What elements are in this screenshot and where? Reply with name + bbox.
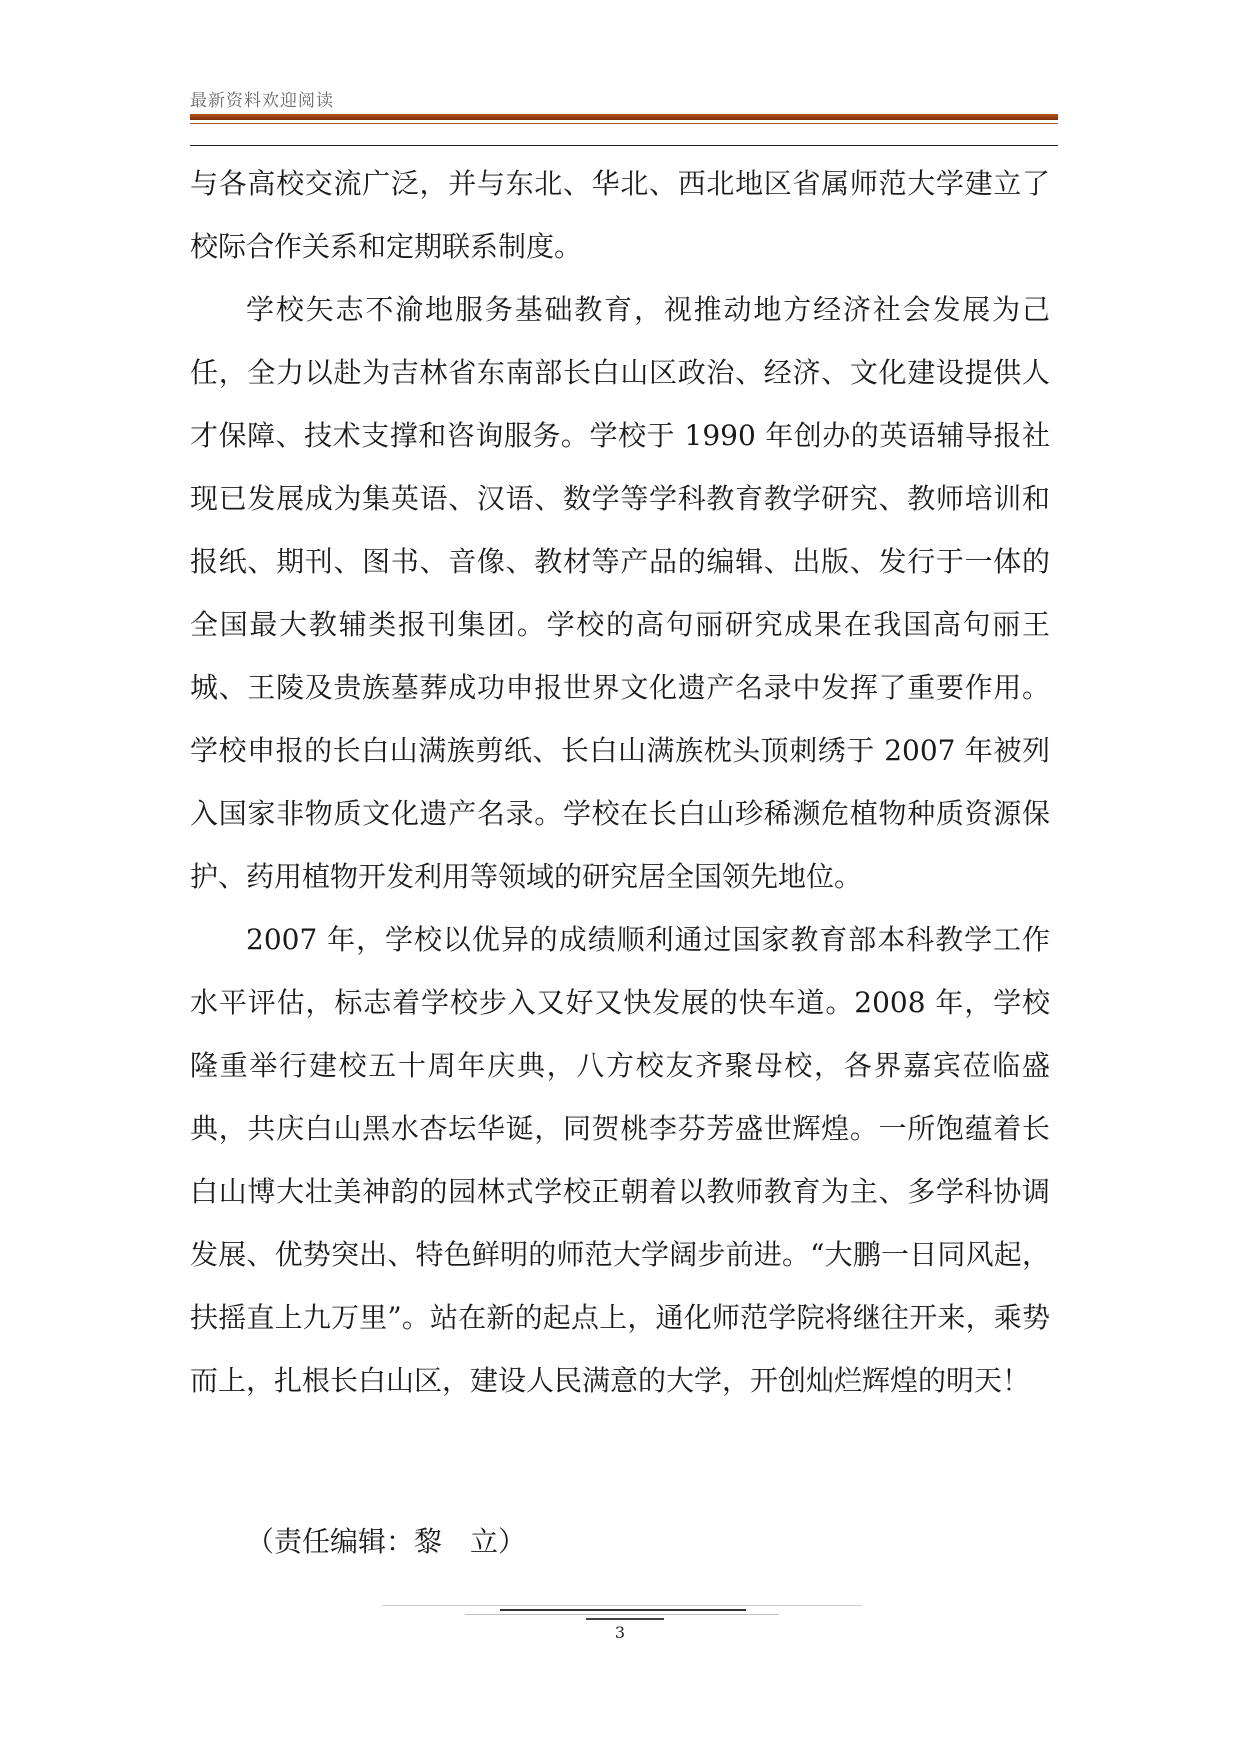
header-underline — [190, 145, 1058, 146]
footer-rule — [465, 1614, 779, 1615]
paragraph-continuation: 与各高校交流广泛，并与东北、华北、西北地区省属师范大学建立了校际合作关系和定期联系制度。 — [190, 167, 1050, 263]
footer-rule — [382, 1605, 862, 1606]
document-body — [190, 152, 1050, 1412]
footer-rule — [500, 1609, 746, 1611]
header-rule-thick — [190, 114, 1058, 120]
paragraph-service: 学校矢志不渝地服务基础教育，视推动地方经济社会发展为己任，全力以赴为吉林省东南部长白山区政治、经济、文化建设提供人才保障、技术支撑和咨询服务。学校于 1990 年创办的英语辅导报社现已发展成为集英语、汉语、数学等学科教育教学研究、教师培训和报纸、期刊、图书、音像、教材等产品的编辑、出版、发行于一体的全国最大教辅类报刊集团。学校的高句丽研究成果在我国高句丽王城、王陵及贵族墓葬成功申报世界文化遗产名录中发挥了重要作用。学校申报的长白山满族剪纸、长白山满族枕头顶刺绣于 2007 年被列入国家非物质文化遗产名录。学校在长白山珍稀濒危植物种质资源保护、药用植物开发利用等领域的研究居全国领先地位。 — [190, 293, 1050, 893]
footer-rule — [586, 1618, 664, 1620]
editor-note: （责任编辑：黎 立） — [246, 1525, 527, 1558]
header-rule-thin — [190, 123, 1058, 124]
page-header-text: 最新资料欢迎阅读 — [190, 91, 334, 111]
paragraph-evaluation: 2007 年，学校以优异的成绩顺利通过国家教育部本科教学工作水平评估，标志着学校步入又好又快发展的快车道。2008 年，学校隆重举行建校五十周年庆典，八方校友齐聚母校，各界嘉宾莅临盛典，共庆白山黑水杏坛华诞，同贺桃李芬芳盛世辉煌。一所饱蕴着长白山博大壮美神韵的园林式学校正朝着以教师教育为主、多学科协调发展、优势突出、特色鲜明的师范大学阔步前进。“大鹏一日同风起，扶摇直上九万里”。站在新的起点上，通化师范学院将继往开来，乘势而上，扎根长白山区，建设人民满意的大学，开创灿烂辉煌的明天！ — [190, 923, 1050, 1397]
page-number: 3 — [614, 1623, 626, 1642]
